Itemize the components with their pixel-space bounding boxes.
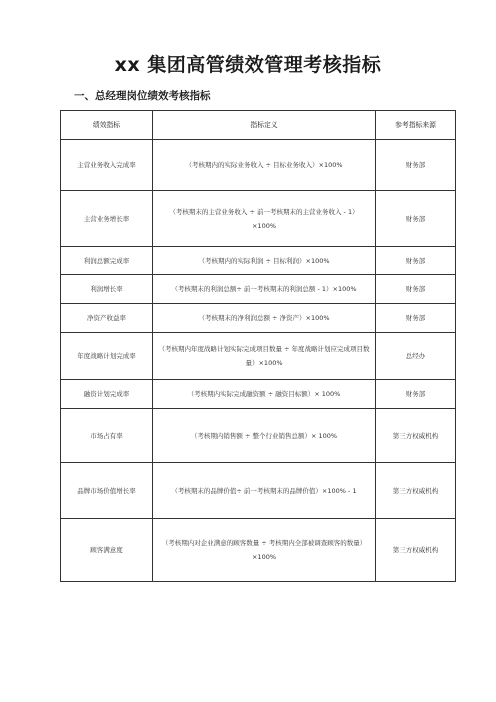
indicator-cell: 主营业务增长率: [61, 191, 153, 247]
table-row: [61, 275, 456, 304]
source-cell: 财务部: [376, 304, 456, 333]
table-row: [61, 191, 456, 247]
source-cell: 财务部: [376, 380, 456, 409]
source-cell: 财务部: [376, 140, 456, 191]
source-cell: 财务部: [376, 191, 456, 247]
table-row: [61, 519, 456, 582]
table-header-row: [61, 111, 456, 140]
source-cell: 总经办: [376, 333, 456, 380]
header-indicator: 绩效指标: [61, 111, 153, 140]
definition-cell: （考核期内对企业满意的顾客数量 ÷ 考核期内全部被调查顾客的数量）×100%: [153, 519, 376, 582]
document-title: xx 集团高管绩效管理考核指标: [114, 54, 382, 76]
definition-cell: （考核期内的实际业务收入 ÷ 目标业务收入）×100%: [153, 140, 376, 191]
section-heading: 一、总经理岗位绩效考核指标: [74, 90, 211, 102]
table-row: [61, 463, 456, 519]
definition-cell: （考核期末的品牌价值÷ 前一考核期末的品牌价值）×100% - 1: [153, 463, 376, 519]
table-row: [61, 304, 456, 333]
indicator-cell: 融资计划完成率: [61, 380, 153, 409]
table-row: [61, 333, 456, 380]
header-source: 参考指标来源: [376, 111, 456, 140]
source-cell: 财务部: [376, 275, 456, 304]
source-cell: 第三方权威机构: [376, 519, 456, 582]
source-cell: 第三方权威机构: [376, 463, 456, 519]
indicator-cell: 利润增长率: [61, 275, 153, 304]
definition-cell: （考核期末的净利润总额 ÷ 净资产）×100%: [153, 304, 376, 333]
indicator-cell: 净资产收益率: [61, 304, 153, 333]
table-row: [61, 380, 456, 409]
definition-cell: （考核期内销售额 ÷ 整个行业销售总额）× 100%: [153, 409, 376, 463]
table-row: [61, 140, 456, 191]
definition-cell: （考核期末的利润总额÷ 前一考核期末的利润总额 - 1）×100%: [153, 275, 376, 304]
table-row: [61, 247, 456, 275]
definition-cell: （考核期内的实际利润 ÷ 目标利润）×100%: [153, 247, 376, 275]
definition-cell: （考核期内年度战略计划实际完成项目数量 ÷ 年度战略计划应完成项目数量）×100%: [153, 333, 376, 380]
source-cell: 财务部: [376, 247, 456, 275]
indicator-cell: 利润总额完成率: [61, 247, 153, 275]
table-row: [61, 409, 456, 463]
header-definition: 指标定义: [153, 111, 376, 140]
indicator-cell: 品牌市场价值增长率: [61, 463, 153, 519]
indicator-cell: 市场占有率: [61, 409, 153, 463]
indicator-cell: 主营业务收入完成率: [61, 140, 153, 191]
indicator-cell: 年度战略计划完成率: [61, 333, 153, 380]
indicator-cell: 顾客满意度: [61, 519, 153, 582]
source-cell: 第三方权威机构: [376, 409, 456, 463]
kpi-table: [60, 110, 456, 582]
definition-cell: （考核期末的主营业务收入 ÷ 前一考核期末的主营业务收入 - 1）×100%: [153, 191, 376, 247]
definition-cell: （考核期内实际完成融资额 ÷ 融资目标额）× 100%: [153, 380, 376, 409]
